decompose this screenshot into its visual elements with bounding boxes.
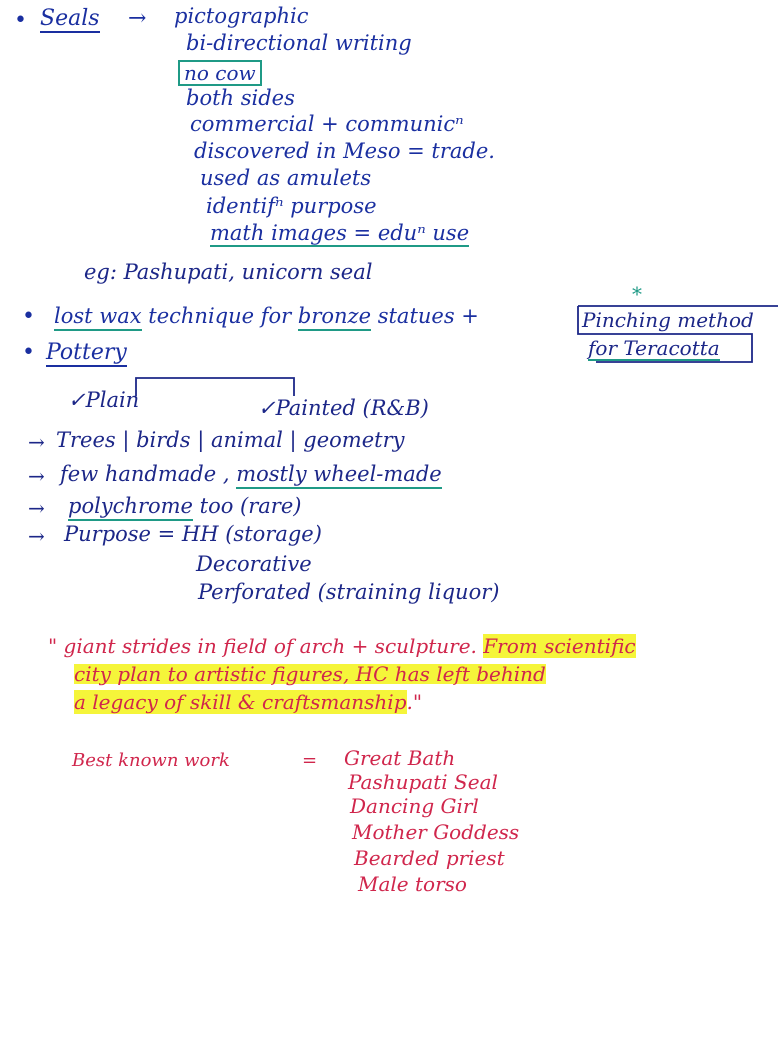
pinching-line1: Pinching method — [582, 308, 754, 332]
quote-line-3-end: ." — [406, 690, 423, 714]
seals-item-pictographic: pictographic — [174, 4, 309, 28]
quote-line-1-highlight: From scientific — [483, 634, 636, 658]
purpose-decorative: Decorative — [196, 552, 312, 576]
seals-example: eg: Pashupati, unicorn seal — [84, 260, 373, 284]
quote-line-3-highlight: a legacy of skill & craftsmanship — [74, 690, 407, 714]
seals-item-discovered: discovered in Meso = trade. — [194, 139, 495, 163]
best-known-item-4: Mother Goddess — [352, 820, 520, 844]
pottery-point-arrow-1: → — [28, 430, 45, 454]
seals-item-bidirectional: bi-directional writing — [186, 31, 412, 55]
handmade-text: few handmade , — [60, 462, 237, 486]
quote-line-2: city plan to artistic figures, HC has left behind — [74, 662, 546, 686]
pottery-bullet: • — [22, 340, 35, 365]
lostwax-bullet: • — [22, 304, 35, 329]
lostwax-bronze: bronze — [298, 304, 371, 331]
pottery-point-3 — [68, 496, 301, 517]
best-known-item-3: Dancing Girl — [350, 794, 479, 818]
pottery-point-arrow-4: → — [28, 524, 45, 548]
seals-item-math-images: math images = eduⁿ use — [210, 221, 470, 245]
pottery-plain: ✓Plain — [68, 388, 140, 412]
pottery-heading: Pottery — [46, 340, 127, 365]
seals-bullet: • — [14, 8, 27, 33]
pottery-point-arrow-3: → — [28, 496, 45, 520]
quote-line-3 — [74, 692, 422, 712]
pottery-bracket — [136, 378, 294, 396]
seals-item-no-cow: no cow — [178, 60, 262, 86]
best-known-label: Best known work — [72, 750, 230, 771]
pottery-painted: ✓Painted (R&B) — [258, 396, 429, 420]
wheel-made-text: mostly wheel-made — [236, 462, 442, 489]
seals-item-amulets: used as amulets — [200, 166, 372, 190]
best-known-item-5: Bearded priest — [354, 846, 505, 870]
lostwax-statues-text: statues + — [371, 304, 479, 328]
best-known-item-2: Pashupati Seal — [348, 770, 498, 794]
seals-item-commercial: commercial + communicⁿ — [190, 112, 464, 136]
pottery-point-4: Purpose = HH (storage) — [64, 522, 322, 546]
seals-item-identification: identifⁿ purpose — [206, 194, 377, 218]
rare-text: too (rare) — [192, 494, 302, 518]
seals-item-both-sides: both sides — [186, 86, 295, 110]
quote-line-1-plain: " giant strides in field of arch + sculpture. — [48, 634, 484, 658]
lostwax-technique-text: technique for — [141, 304, 298, 328]
pottery-point-2 — [60, 464, 442, 485]
star-mark: * — [632, 282, 642, 306]
pinching-line2: for Teracotta — [588, 336, 720, 360]
seals-arrow: → — [128, 6, 147, 31]
purpose-perforated: Perforated (straining liquor) — [198, 580, 500, 604]
lostwax-term: lost wax — [54, 304, 142, 331]
lostwax-line — [54, 306, 479, 327]
polychrome-text: polychrome — [68, 494, 193, 521]
pottery-point-1: Trees | birds | animal | geometry — [56, 428, 405, 452]
best-known-item-1: Great Bath — [344, 746, 456, 770]
best-known-equals: = — [302, 750, 318, 771]
pottery-point-arrow-2: → — [28, 464, 45, 488]
quote-line-1 — [48, 636, 636, 656]
seals-heading: Seals — [40, 6, 100, 31]
best-known-item-6: Male torso — [358, 872, 467, 896]
